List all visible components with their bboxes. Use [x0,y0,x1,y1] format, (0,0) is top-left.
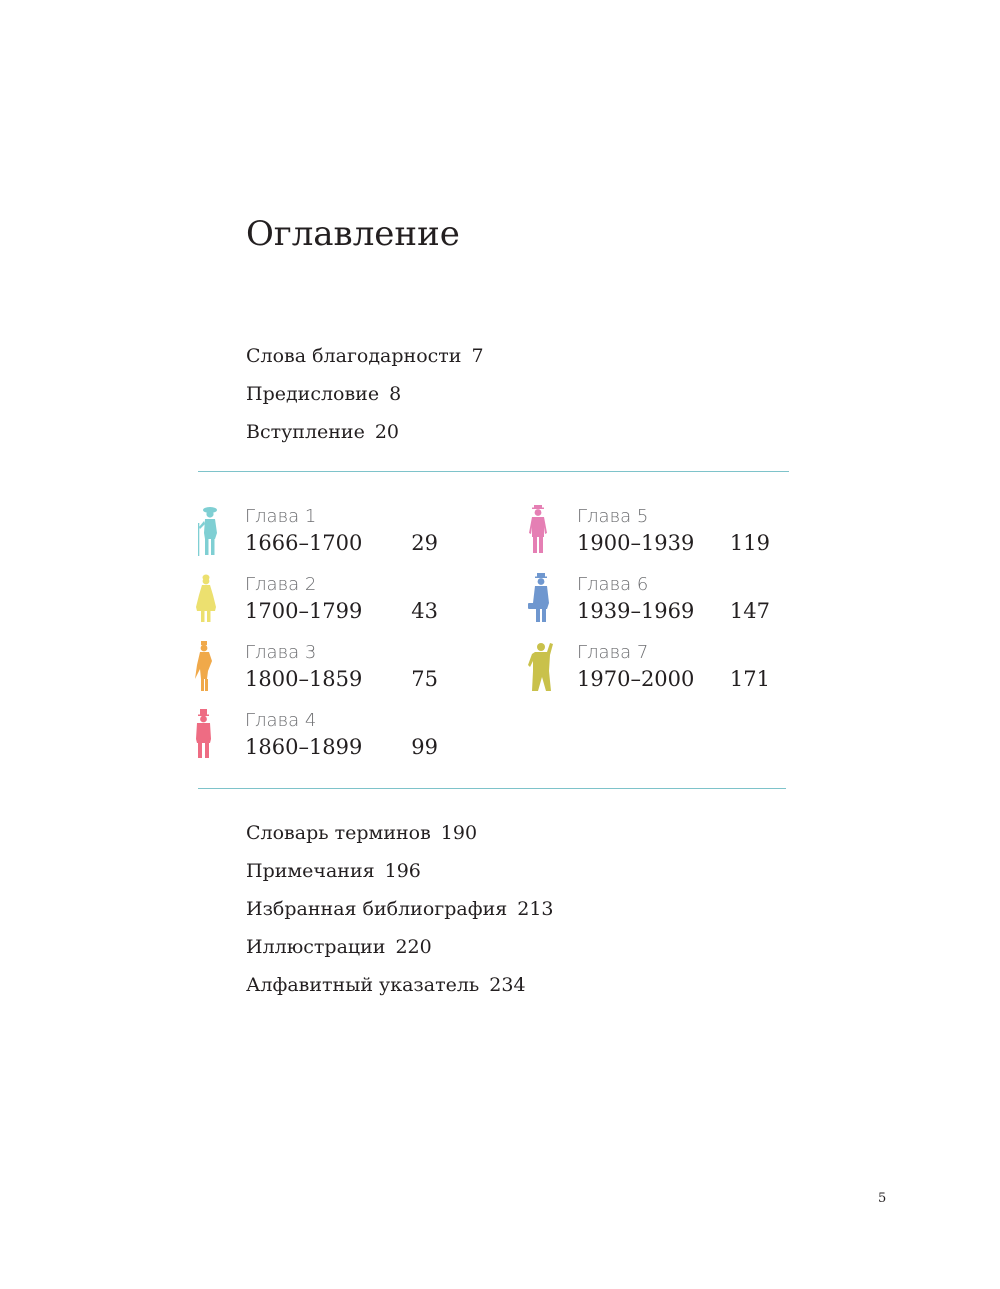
chapter-page: 147 [729,599,770,623]
figure-with-briefcase-icon [527,573,561,633]
page-title: Оглавление [246,214,460,254]
chapter-7-entry[interactable] [527,641,827,709]
chapter-years: 1970–2000 [577,667,695,691]
toc-entry-page: 213 [517,898,554,920]
toc-entry-label: Иллюстрации [246,936,386,958]
chapter-page: 29 [411,531,438,555]
toc-entry-index[interactable] [246,966,554,1004]
toc-entry-page: 20 [374,421,400,443]
figure-waving-icon [527,641,561,701]
toc-entry-label: Избранная библиография [246,898,508,920]
chapter-label: Глава 1 [245,506,317,527]
figure-in-gown-icon [195,573,229,633]
chapter-6-entry[interactable] [527,573,827,641]
chapter-years: 1939–1969 [577,599,695,623]
chapter-page: 99 [411,735,438,759]
chapter-years: 1800–1859 [245,667,363,691]
figure-with-cape-icon [195,641,229,701]
chapter-label: Глава 6 [577,574,649,595]
chapter-years: 1860–1899 [245,735,363,759]
toc-entry-label: Словарь терминов [246,822,431,844]
chapter-label: Глава 2 [245,574,317,595]
toc-entry-label: Слова благодарности [246,345,462,367]
chapter-label: Глава 3 [245,642,317,663]
toc-entry-bibliography[interactable] [246,890,554,928]
toc-entry-glossary[interactable] [246,814,554,852]
toc-entry-label: Алфавитный указатель [246,974,480,996]
chapter-4-entry[interactable] [195,709,495,777]
chapter-2-entry[interactable] [195,573,495,641]
toc-entry-page: 196 [384,860,421,882]
divider-top [198,471,789,472]
figure-top-hat-icon [195,709,229,769]
chapter-years: 1700–1799 [245,599,363,623]
chapter-label: Глава 5 [577,506,649,527]
chapter-years: 1666–1700 [245,531,363,555]
chapter-label: Глава 4 [245,710,317,731]
toc-entry-page: 190 [440,822,478,844]
chapter-page: 43 [411,599,438,623]
front-matter-list [246,337,484,451]
chapter-3-entry[interactable] [195,641,495,709]
back-matter-list [246,814,554,1004]
toc-entry-label: Предисловие [246,383,380,405]
figure-in-suit-icon [527,505,561,565]
toc-entry-illustrations[interactable] [246,928,554,966]
toc-entry-label: Вступление [246,421,365,443]
chapter-page: 171 [729,667,770,691]
toc-entry-preface[interactable] [246,375,484,413]
toc-entry-acknowledgements[interactable] [246,337,484,375]
toc-entry-page: 8 [389,383,402,405]
figure-with-cane-icon [195,505,229,565]
page-number: 5 [878,1191,887,1206]
toc-entry-page: 234 [489,974,526,996]
toc-entry-page: 220 [395,936,432,958]
toc-entry-notes[interactable] [246,852,554,890]
toc-entry-introduction[interactable] [246,413,484,451]
toc-entry-label: Примечания [246,860,375,882]
chapter-5-entry[interactable] [527,505,827,573]
chapter-page: 75 [411,667,438,691]
divider-bottom [198,788,786,789]
chapter-years: 1900–1939 [577,531,695,555]
chapter-1-entry[interactable] [195,505,495,573]
chapter-label: Глава 7 [577,642,649,663]
chapter-page: 119 [729,531,770,555]
toc-entry-page: 7 [471,345,484,367]
